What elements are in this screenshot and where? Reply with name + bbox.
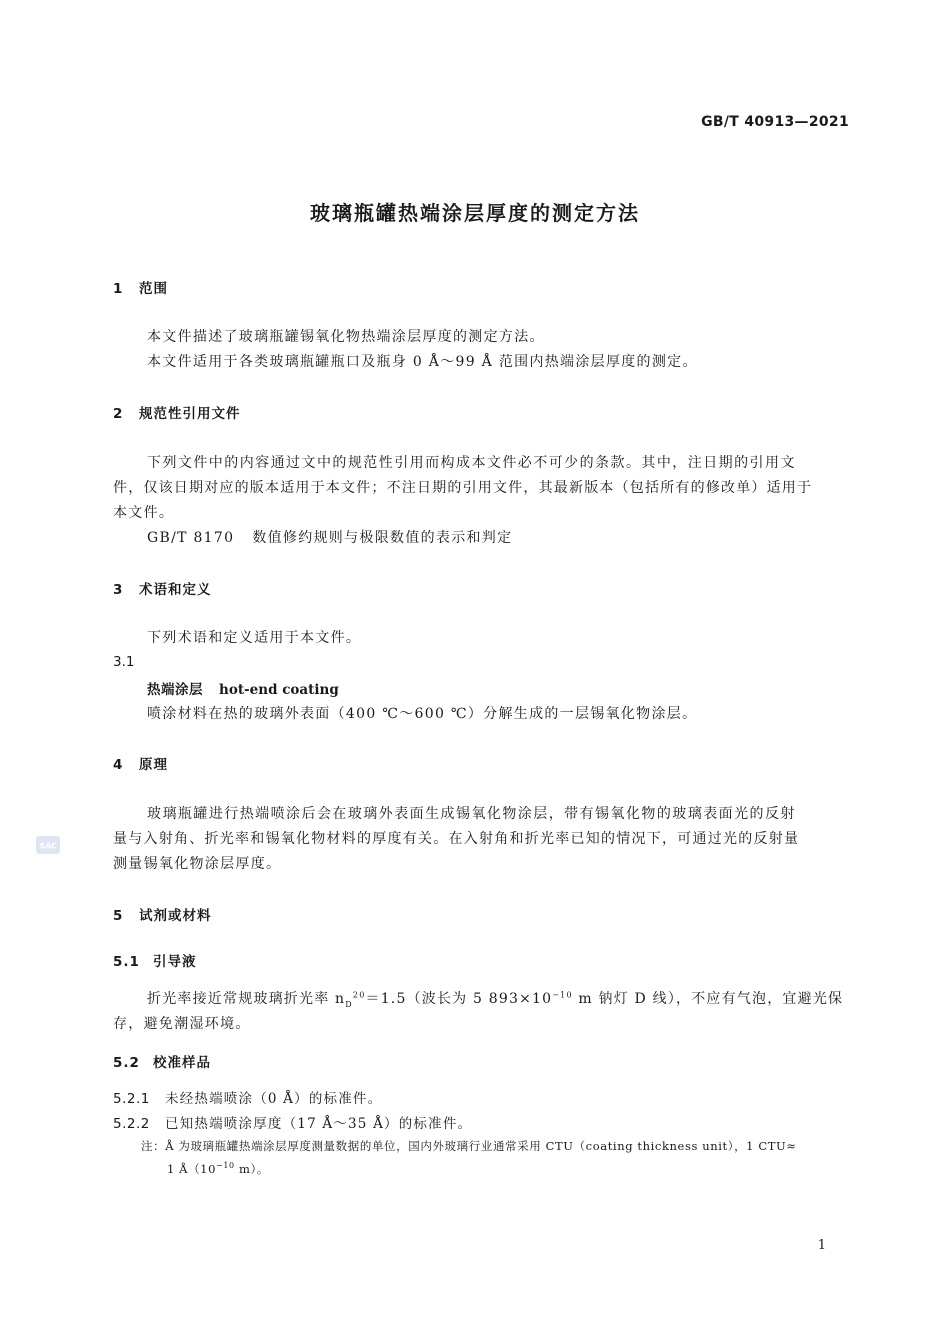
section-number: 3 xyxy=(113,582,124,598)
term-entry xyxy=(147,678,339,698)
subsection-number: 5.2 xyxy=(113,1055,140,1071)
document-title: 玻璃瓶罐热端涂层厚度的测定方法 xyxy=(310,201,640,225)
clause-5-2-1 xyxy=(113,1087,382,1107)
section-number: 4 xyxy=(113,757,124,773)
section-4-heading xyxy=(113,753,168,773)
section-title: 术语和定义 xyxy=(139,582,212,598)
superscript: −10 xyxy=(216,1161,235,1171)
clause-number: 5.2.1 xyxy=(113,1091,150,1107)
note-line xyxy=(167,1161,269,1177)
section-title: 规范性引用文件 xyxy=(139,406,241,422)
subsection-number: 5.1 xyxy=(113,954,140,970)
section-title: 试剂或材料 xyxy=(139,908,212,924)
watermark-text: SAC xyxy=(39,841,57,851)
term-definition: 喷涂材料在热的玻璃外表面（400 ℃～600 ℃）分解生成的一层锡氧化物涂层。 xyxy=(147,706,698,722)
paragraph: 本文件描述了玻璃瓶罐锡氧化物热端涂层厚度的测定方法。 xyxy=(147,329,545,345)
term-chinese: 热端涂层 xyxy=(147,682,203,698)
section-1-heading xyxy=(113,277,168,297)
standard-number: GB/T 40913—2021 xyxy=(701,114,849,130)
reference-title: 数值修约规则与极限数值的表示和判定 xyxy=(252,530,513,546)
term-english: hot-end coating xyxy=(219,682,339,698)
subsection-5-2-heading xyxy=(113,1051,211,1071)
section-number: 2 xyxy=(113,406,124,422)
text-run: ＝1.5（波长为 5 893×10 xyxy=(365,991,553,1007)
text-run: 1 Å（10 xyxy=(167,1162,217,1176)
clause-text: 已知热端喷涂厚度（17 Å～35 Å）的标准件。 xyxy=(165,1116,473,1132)
paragraph: 下列术语和定义适用于本文件。 xyxy=(147,630,362,646)
paragraph-line: 玻璃瓶罐进行热端喷涂后会在玻璃外表面生成锡氧化物涂层，带有锡氧化物的玻璃表面光的反射 xyxy=(147,806,796,822)
paragraph-line: 下列文件中的内容通过文中的规范性引用而构成本文件必不可少的条款。其中，注日期的引用文 xyxy=(147,455,796,471)
paragraph-line: 量与入射角、折光率和锡氧化物材料的厚度有关。在入射角和折光率已知的情况下，可通过光的反射量 xyxy=(113,831,800,847)
reference-code: GB/T 8170 xyxy=(147,530,235,546)
text-run: 折光率接近常规玻璃折光率 n xyxy=(147,991,346,1007)
text-run: m）。 xyxy=(234,1162,269,1176)
section-title: 原理 xyxy=(139,757,168,773)
paragraph-line: 测量锡氧化物涂层厚度。 xyxy=(113,856,282,872)
term-number: 3.1 xyxy=(113,654,135,670)
clause-5-2-2 xyxy=(113,1112,472,1132)
section-5-heading xyxy=(113,904,212,924)
superscript: 20 xyxy=(352,990,366,1000)
normative-reference xyxy=(147,527,512,547)
paragraph: 本文件适用于各类玻璃瓶罐瓶口及瓶身 0 Å～99 Å 范围内热端涂层厚度的测定。 xyxy=(147,354,698,370)
page-number: 1 xyxy=(817,1238,826,1253)
subsection-title: 校准样品 xyxy=(153,1055,211,1071)
subscript: D xyxy=(345,999,353,1009)
section-number: 5 xyxy=(113,908,124,924)
subsection-title: 引导液 xyxy=(153,954,197,970)
paragraph-line xyxy=(147,988,843,1009)
sac-watermark-logo xyxy=(36,836,60,854)
clause-number: 5.2.2 xyxy=(113,1116,150,1132)
superscript: −10 xyxy=(552,990,573,1000)
note-line: 注：Å 为玻璃瓶罐热端涂层厚度测量数据的单位，国内外玻璃行业通常采用 CTU（coating thickness unit），1 CTU≈ xyxy=(141,1139,797,1153)
section-number: 1 xyxy=(113,281,124,297)
clause-text: 未经热端喷涂（0 Å）的标准件。 xyxy=(165,1091,383,1107)
section-2-heading xyxy=(113,402,241,422)
section-title: 范围 xyxy=(139,281,168,297)
paragraph-line: 存，避免潮湿环境。 xyxy=(113,1016,251,1032)
paragraph-line: 件，仅该日期对应的版本适用于本文件；不注日期的引用文件，其最新版本（包括所有的修改单）适用于 xyxy=(113,480,813,496)
subsection-5-1-heading xyxy=(113,950,197,970)
paragraph-line: 本文件。 xyxy=(113,505,175,521)
section-3-heading xyxy=(113,578,212,598)
text-run: m 钠灯 D 线），不应有气泡，宜避光保 xyxy=(572,991,844,1007)
